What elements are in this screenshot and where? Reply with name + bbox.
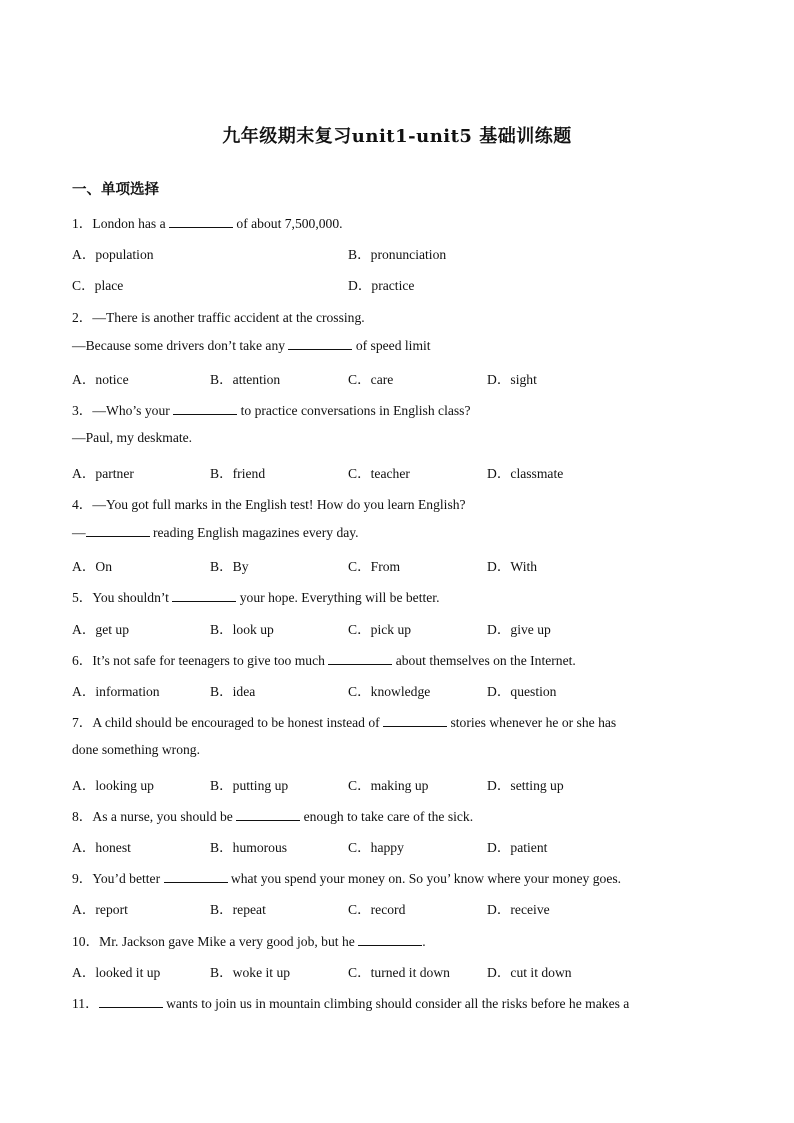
question-text: enough to take care of the sick.: [300, 809, 474, 824]
option-a[interactable]: A．notice: [72, 372, 129, 387]
option-b[interactable]: B．repeat: [210, 902, 266, 917]
question-3-response: —Paul, my deskmate.: [72, 430, 193, 445]
question-text: 9．You’d better: [72, 871, 164, 886]
answer-blank[interactable]: [383, 714, 447, 727]
option-d[interactable]: D．cut it down: [487, 965, 572, 980]
option-a[interactable]: A．looked it up: [72, 965, 161, 980]
option-c[interactable]: C．place: [72, 278, 124, 293]
option-d[interactable]: D．receive: [487, 902, 550, 917]
option-a[interactable]: A．honest: [72, 840, 131, 855]
option-d[interactable]: D．give up: [487, 622, 551, 637]
question-text: .: [422, 934, 426, 949]
question-text: 6．It’s not safe for teenagers to give too much: [72, 653, 329, 668]
question-text: wants to join us in mountain climbing should consider all the risks before he makes a: [162, 996, 630, 1011]
option-c[interactable]: C．From: [348, 559, 401, 574]
option-a[interactable]: A．information: [72, 684, 160, 699]
question-4: 4．—You got full marks in the English test! How do you learn English?: [72, 497, 466, 512]
option-a[interactable]: A．report: [72, 902, 128, 917]
option-c[interactable]: C．teacher: [348, 466, 410, 481]
question-10: [72, 930, 426, 950]
question-text: reading English magazines every day.: [149, 525, 359, 540]
option-a[interactable]: A．partner: [72, 466, 134, 481]
question-text: what you spend your money on. So you’ know where your money goes.: [227, 871, 622, 886]
answer-blank[interactable]: [172, 589, 236, 602]
option-b[interactable]: B．friend: [210, 466, 266, 481]
option-d[interactable]: D．setting up: [487, 778, 564, 793]
answer-blank[interactable]: [164, 870, 228, 883]
option-a[interactable]: A．On: [72, 559, 113, 574]
question-text: 3．—Who’s your: [72, 403, 174, 418]
question-text: 11．: [72, 996, 99, 1011]
question-4-response: [72, 524, 359, 541]
question-8: [72, 805, 473, 825]
option-d[interactable]: D．classmate: [487, 466, 564, 481]
option-c[interactable]: C．knowledge: [348, 684, 431, 699]
question-text: about themselves on the Internet.: [392, 653, 576, 668]
option-b[interactable]: B．humorous: [210, 840, 288, 855]
question-7: [72, 711, 616, 731]
answer-blank[interactable]: [173, 402, 237, 415]
question-text: 7．A child should be encouraged to be honest instead of: [72, 715, 384, 730]
option-b[interactable]: B．By: [210, 559, 249, 574]
answer-blank[interactable]: [328, 652, 392, 665]
answer-blank[interactable]: [236, 808, 300, 821]
option-d[interactable]: D．question: [487, 684, 557, 699]
option-b[interactable]: B．idea: [210, 684, 256, 699]
option-d[interactable]: D．With: [487, 559, 538, 574]
option-b[interactable]: B．pronunciation: [348, 247, 447, 262]
option-b[interactable]: B．woke it up: [210, 965, 291, 980]
section-heading: 一、单项选择: [72, 182, 159, 198]
answer-blank[interactable]: [358, 933, 422, 946]
option-c[interactable]: C．record: [348, 902, 406, 917]
question-9: [72, 867, 621, 887]
answer-blank[interactable]: [86, 524, 150, 537]
option-c[interactable]: C．pick up: [348, 622, 412, 637]
question-1: [72, 212, 343, 232]
option-c[interactable]: C．happy: [348, 840, 404, 855]
answer-blank[interactable]: [99, 995, 163, 1008]
option-a[interactable]: A．population: [72, 247, 154, 262]
answer-blank[interactable]: [169, 215, 233, 228]
option-a[interactable]: A．looking up: [72, 778, 154, 793]
option-d[interactable]: D．sight: [487, 372, 537, 387]
question-11: [72, 992, 629, 1012]
question-3: [72, 399, 471, 419]
question-7-continued: done something wrong.: [72, 742, 200, 757]
question-text: your hope. Everything will be better.: [236, 590, 440, 605]
option-c[interactable]: C．care: [348, 372, 394, 387]
option-a[interactable]: A．get up: [72, 622, 130, 637]
option-b[interactable]: B．putting up: [210, 778, 289, 793]
question-text: 5．You shouldn’t: [72, 590, 173, 605]
question-5: [72, 586, 439, 606]
question-text: 10．Mr. Jackson gave Mike a very good job, but he: [72, 934, 359, 949]
question-text: of about 7,500,000.: [233, 216, 343, 231]
page-title: 九年级期末复习unit1-unit5 基础训练题: [222, 126, 572, 147]
option-d[interactable]: D．practice: [348, 278, 415, 293]
question-text: to practice conversations in English class?: [237, 403, 471, 418]
option-d[interactable]: D．patient: [487, 840, 548, 855]
question-text: —Because some drivers don’t take any: [72, 338, 289, 353]
question-text: stories whenever he or she has: [447, 715, 617, 730]
question-2: 2．—There is another traffic accident at the crossing.: [72, 310, 365, 325]
question-2-response: [72, 337, 431, 354]
question-text: —: [72, 525, 86, 540]
answer-blank[interactable]: [288, 337, 352, 350]
question-text: 1．London has a: [72, 216, 170, 231]
question-text: of speed limit: [352, 338, 431, 353]
option-c[interactable]: C．making up: [348, 778, 429, 793]
option-c[interactable]: C．turned it down: [348, 965, 450, 980]
option-b[interactable]: B．look up: [210, 622, 274, 637]
question-text: 8．As a nurse, you should be: [72, 809, 237, 824]
question-6: [72, 649, 576, 669]
option-b[interactable]: B．attention: [210, 372, 281, 387]
